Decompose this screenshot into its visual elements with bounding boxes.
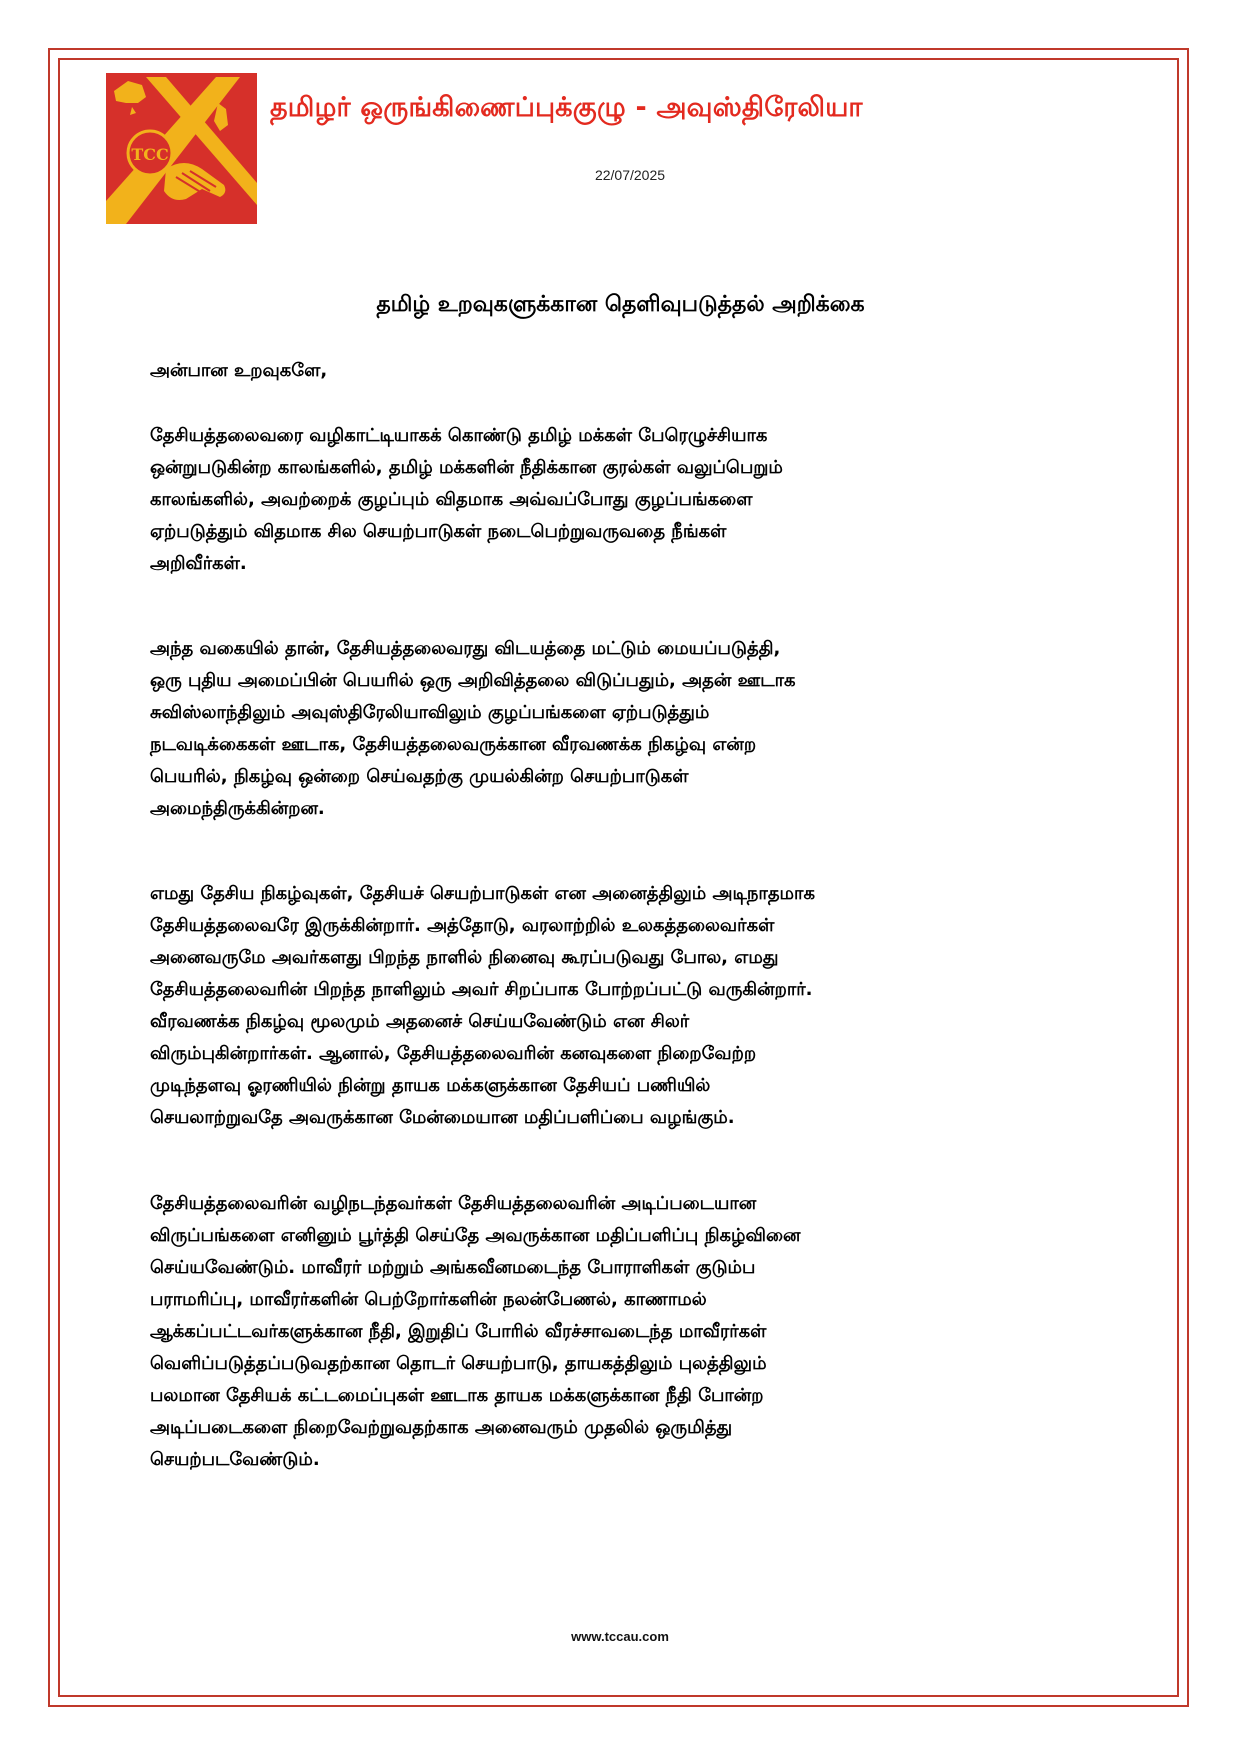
paragraph-2: [150, 633, 1100, 825]
paragraph-1: [150, 420, 1100, 580]
paragraph-line: வீரவணக்க நிகழ்வு மூலமும் அதனைச் செய்யவேண்டும் என சிலர்: [150, 1011, 690, 1032]
paragraph-line: விருப்பங்களை எனினும் பூர்த்தி செய்தே அவருக்கான மதிப்பளிப்பு நிகழ்வினை: [150, 1225, 801, 1246]
logo-text: TCC: [131, 145, 169, 164]
paragraph-line: விரும்புகின்றார்கள். ஆனால், தேசியத்தலைவரின் கனவுகளை நிறைவேற்ற: [150, 1043, 757, 1064]
paragraph-line: எமது தேசிய நிகழ்வுகள், தேசியச் செயற்பாடுகள் என அனைத்திலும் அடிநாதமாக: [150, 883, 815, 904]
paragraph-line: ஒன்றுபடுகின்ற காலங்களில், தமிழ் மக்களின் நீதிக்கான குரல்கள் வலுப்பெறும்: [150, 457, 783, 478]
paragraph-line: அமைந்திருக்கின்றன.: [150, 798, 325, 819]
paragraph-line: ஒரு புதிய அமைப்பின் பெயரில் ஒரு அறிவித்தலை விடுப்பதும், அதன் ஊடாக: [150, 670, 796, 691]
paragraph-line: வெளிப்படுத்தப்படுவதற்கான தொடர் செயற்பாடு, தாயகத்திலும் புலத்திலும்: [150, 1353, 767, 1374]
paragraph-line: அந்த வகையில் தான், தேசியத்தலைவரது விடயத்தை மட்டும் மையப்படுத்தி,: [150, 638, 781, 659]
organization-name: தமிழர் ஒருங்கிணைப்புக்குழு - அவுஸ்திரேலியா: [270, 92, 863, 123]
tcc-logo: [106, 73, 257, 224]
document-title: தமிழ் உறவுகளுக்கான தெளிவுபடுத்தல் அறிக்கை: [376, 292, 865, 317]
handshake-logo-icon: [106, 73, 257, 224]
paragraph-line: பெயரில், நிகழ்வு ஒன்றை செய்வதற்கு முயல்கின்ற செயற்பாடுகள்: [150, 766, 689, 787]
paragraph-line: அடிப்படைகளை நிறைவேற்றுவதற்காக அனைவரும் முதலில் ஒருமித்து: [150, 1417, 733, 1438]
paragraph-line: காலங்களில், அவற்றைக் குழப்பும் விதமாக அவ்வப்போது குழப்பங்களை: [150, 489, 753, 510]
document-date: 22/07/2025: [594, 167, 666, 183]
footer-website-link[interactable]: www.tccau.com: [571, 1629, 669, 1644]
paragraph-line: தேசியத்தலைவரை வழிகாட்டியாகக் கொண்டு தமிழ் மக்கள் பேரெழுச்சியாக: [150, 425, 768, 446]
paragraph-line: சுவிஸ்லாந்திலும் அவுஸ்திரேலியாவிலும் குழப்பங்களை ஏற்படுத்தும்: [150, 702, 710, 723]
paragraph-line: தேசியத்தலைவரின் வழிநடந்தவர்கள் தேசியத்தலைவரின் அடிப்படையான: [150, 1193, 757, 1214]
paragraph-3: [150, 878, 1100, 1134]
paragraph-line: செயலாற்றுவதே அவருக்கான மேன்மையான மதிப்பளிப்பை வழங்கும்.: [150, 1107, 735, 1128]
paragraph-line: முடிந்தளவு ஓரணியில் நின்று தாயக மக்களுக்கான தேசியப் பணியில்: [150, 1075, 711, 1096]
paragraph-line: தேசியத்தலைவரே இருக்கின்றார். அத்தோடு, வரலாற்றில் உலகத்தலைவர்கள்: [150, 915, 775, 936]
paragraph-line: நடவடிக்கைகள் ஊடாக, தேசியத்தலைவருக்கான வீரவணக்க நிகழ்வு என்ற: [150, 734, 757, 755]
paragraph-line: தேசியத்தலைவரின் பிறந்த நாளிலும் அவர் சிறப்பாக போற்றப்பட்டு வருகின்றார்.: [150, 979, 813, 1000]
paragraph-line: செயற்படவேண்டும்.: [150, 1449, 320, 1470]
paragraph-line: ஏற்படுத்தும் விதமாக சில செயற்பாடுகள் நடைபெற்றுவருவதை நீங்கள்: [150, 521, 727, 542]
paragraph-4: [150, 1188, 1100, 1476]
paragraph-line: அறிவீர்கள்.: [150, 553, 247, 574]
paragraph-line: பராமரிப்பு, மாவீரர்களின் பெற்றோர்களின் நலன்பேணல், காணாமல்: [150, 1289, 707, 1310]
paragraph-line: செய்யவேண்டும். மாவீரர் மற்றும் அங்கவீனமடைந்த போராளிகள் குடும்ப: [150, 1257, 756, 1278]
paragraph-line: அனைவருமே அவர்களது பிறந்த நாளில் நினைவு கூரப்படுவது போல, எமது: [150, 947, 779, 968]
salutation: அன்பான உறவுகளே,: [150, 360, 328, 381]
paragraph-line: ஆக்கப்பட்டவர்களுக்கான நீதி, இறுதிப் போரில் வீரச்சாவடைந்த மாவீரர்கள்: [150, 1321, 767, 1342]
paragraph-line: பலமான தேசியக் கட்டமைப்புகள் ஊடாக தாயக மக்களுக்கான நீதி போன்ற: [150, 1385, 764, 1406]
